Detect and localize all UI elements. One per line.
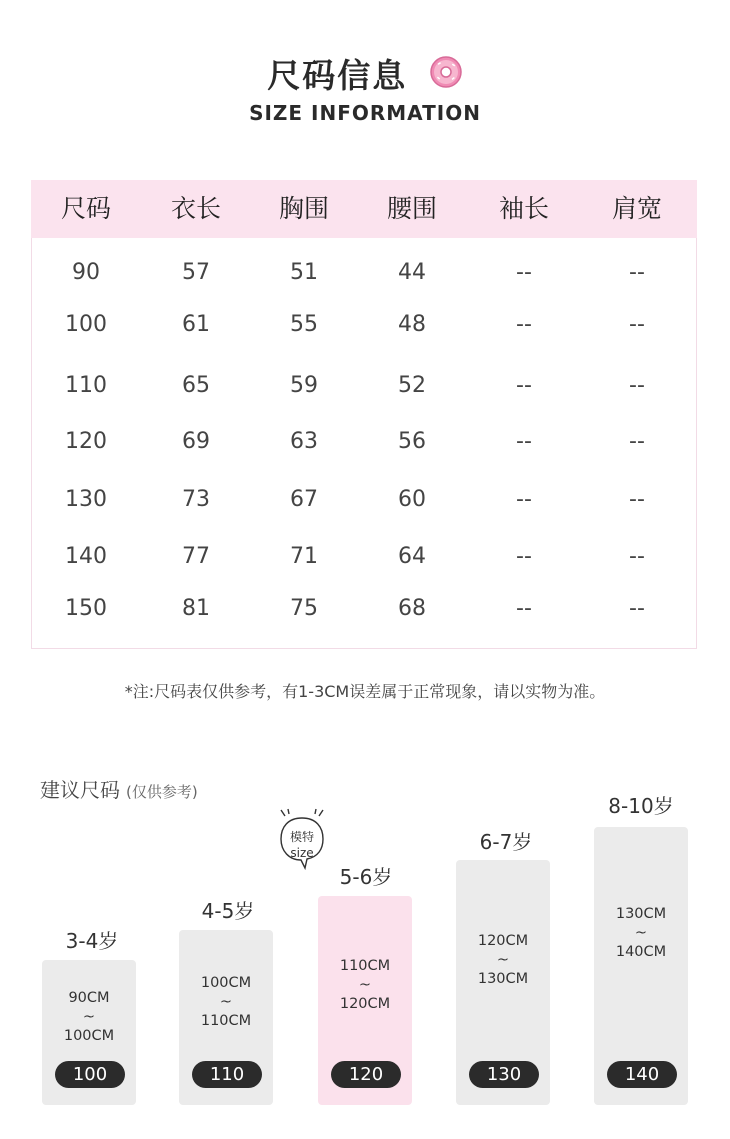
table-cell: -- xyxy=(629,312,645,337)
card-range-to: 100CM xyxy=(63,1028,115,1044)
card-range-from: 110CM xyxy=(339,958,391,974)
table-cell: 57 xyxy=(182,260,210,285)
table-cell: 150 xyxy=(65,596,107,621)
size-card xyxy=(456,860,550,1105)
card-range-tilde: ~ xyxy=(634,925,648,941)
card-age-label: 5-6岁 xyxy=(339,865,393,889)
table-cell: 63 xyxy=(290,429,318,454)
table-cell: 51 xyxy=(290,260,318,285)
table-cell: -- xyxy=(629,373,645,398)
size-note: *注:尺码表仅供参考，有1-3CM误差属于正常现象，请以实物为准。 xyxy=(124,682,606,701)
column-header-shoulder: 肩宽 xyxy=(611,194,662,223)
card-range-to: 140CM xyxy=(615,944,667,960)
card-range-tilde: ~ xyxy=(358,977,372,993)
card-range-to: 110CM xyxy=(200,1013,252,1029)
column-header-size: 尺码 xyxy=(60,194,111,223)
model-badge-line2: size xyxy=(290,846,314,860)
card-age-label: 4-5岁 xyxy=(201,899,255,923)
card-size-pill: 100 xyxy=(55,1061,125,1088)
table-cell: -- xyxy=(629,429,645,454)
table-cell: 140 xyxy=(65,544,107,569)
card-age-label: 3-4岁 xyxy=(65,929,119,953)
card-range-from: 130CM xyxy=(615,906,667,922)
table-cell: -- xyxy=(629,260,645,285)
card-range-tilde: ~ xyxy=(219,994,233,1010)
table-cell: 81 xyxy=(182,596,210,621)
suggest-title-text: 建议尺码 xyxy=(40,778,120,802)
table-cell: -- xyxy=(516,260,532,285)
table-cell: -- xyxy=(516,429,532,454)
card-range-tilde: ~ xyxy=(496,952,510,968)
card-size-pill: 140 xyxy=(607,1061,677,1088)
table-cell: -- xyxy=(516,544,532,569)
suggest-subtitle: (仅供参考) xyxy=(126,783,198,801)
table-cell: -- xyxy=(629,544,645,569)
table-cell: 55 xyxy=(290,312,318,337)
table-cell: -- xyxy=(516,596,532,621)
table-cell: 73 xyxy=(182,487,210,512)
card-range-from: 120CM xyxy=(477,933,529,949)
model-badge-line1: 模特 xyxy=(289,830,314,844)
card-age-label: 6-7岁 xyxy=(479,830,533,854)
size-card xyxy=(179,930,273,1105)
table-cell: -- xyxy=(516,312,532,337)
table-cell: 56 xyxy=(398,429,426,454)
size-table xyxy=(31,180,697,649)
donut-icon xyxy=(429,55,463,89)
card-range-to: 130CM xyxy=(477,971,529,987)
table-cell: 110 xyxy=(65,373,107,398)
page-title xyxy=(0,50,730,97)
table-cell: 100 xyxy=(65,312,107,337)
table-cell: 60 xyxy=(398,487,426,512)
table-cell: 52 xyxy=(398,373,426,398)
card-range-to: 120CM xyxy=(339,996,391,1012)
page-title-text: 尺码信息 xyxy=(267,56,408,95)
table-cell: 48 xyxy=(398,312,426,337)
suggest-title xyxy=(40,774,198,803)
table-cell: 120 xyxy=(65,429,107,454)
size-card xyxy=(594,827,688,1105)
card-age-label: 8-10岁 xyxy=(608,794,674,818)
table-cell: 65 xyxy=(182,373,210,398)
table-cell: -- xyxy=(629,487,645,512)
column-header-waist: 腰围 xyxy=(386,194,437,223)
table-cell: -- xyxy=(516,487,532,512)
column-header-length: 衣长 xyxy=(170,194,221,223)
table-cell: 77 xyxy=(182,544,210,569)
card-range-from: 90CM xyxy=(68,990,110,1006)
table-cell: 69 xyxy=(182,429,210,454)
table-cell: 68 xyxy=(398,596,426,621)
card-size-pill: 110 xyxy=(192,1061,262,1088)
size-card xyxy=(42,960,136,1105)
table-cell: 75 xyxy=(290,596,318,621)
table-cell: 130 xyxy=(65,487,107,512)
table-cell: 67 xyxy=(290,487,318,512)
card-size-pill: 120 xyxy=(331,1061,401,1088)
table-cell: 64 xyxy=(398,544,426,569)
column-header-chest: 胸围 xyxy=(278,194,329,223)
card-range-tilde: ~ xyxy=(82,1009,96,1025)
size-card-highlight xyxy=(318,896,412,1105)
table-cell: 61 xyxy=(182,312,210,337)
table-cell: -- xyxy=(516,373,532,398)
table-cell: 59 xyxy=(290,373,318,398)
table-cell: 71 xyxy=(290,544,318,569)
page-subtitle: SIZE INFORMATION xyxy=(249,101,481,125)
card-range-from: 100CM xyxy=(200,975,252,991)
card-size-pill: 130 xyxy=(469,1061,539,1088)
table-cell: 44 xyxy=(398,260,426,285)
table-cell: -- xyxy=(629,596,645,621)
column-header-sleeve: 袖长 xyxy=(498,194,549,223)
table-cell: 90 xyxy=(72,260,100,285)
